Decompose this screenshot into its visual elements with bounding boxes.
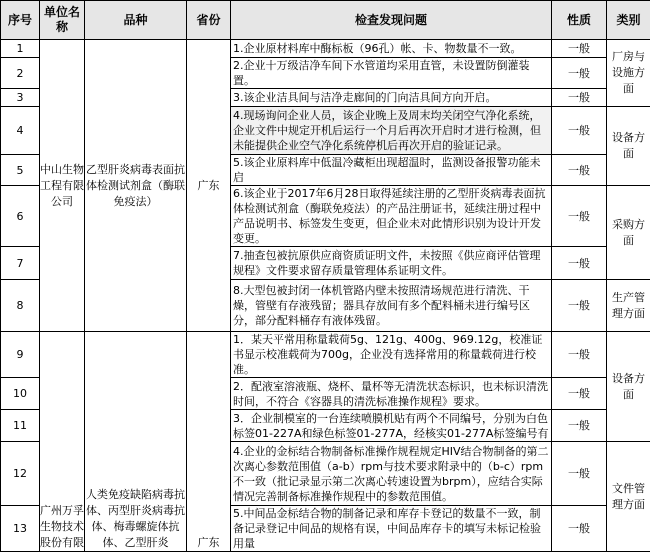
nature-cell: 一般 [552,40,607,58]
product-name: 人类免疫缺陷病毒抗体、丙型肝炎病毒抗体、梅毒螺旋体抗体、乙型肝炎 [85,332,187,552]
province: 广东 [187,40,231,332]
problem-text: 1．某天平常用称量载荷5g、121g、400g、969.12g，校准证书显示校准载荷为700g，企业没有选择常用的称量载荷进行校准。 [231,332,552,378]
nature-cell: 一般 [552,410,607,442]
problem-text: 2．配液室溶液瓶、烧杯、量杯等无清洗状态标识，也未标识清洗时间，不符合《容器具的清洗标准操作规程》要求。 [231,378,552,410]
table-row [1,40,650,58]
nature-cell: 一般 [552,442,607,506]
row-number: 11 [1,410,40,442]
row-number: 5 [1,155,40,186]
row-number: 1 [1,40,40,58]
row-number: 9 [1,332,40,378]
product-name: 乙型肝炎病毒表面抗体检测试剂盒（酶联免疫法） [85,40,187,332]
row-number: 8 [1,280,40,332]
row-number: 2 [1,58,40,89]
header-cell-nature: 性质 [552,1,607,40]
header-cell-category: 类别 [607,1,650,40]
nature-cell: 一般 [552,107,607,155]
category-cell: 厂房与设施方面 [607,40,650,107]
category-cell: 设备方面 [607,332,650,442]
category-cell: 文件管理方面 [607,442,650,552]
row-number: 13 [1,506,40,552]
row-number: 10 [1,378,40,410]
category-cell: 采购方面 [607,186,650,280]
problem-text: 7.抽查包被抗原供应商资质证明文件，未按照《供应商评估管理规程》文件要求留存质量管理体系证明文件。 [231,247,552,280]
category-cell: 生产管理方面 [607,280,650,332]
nature-cell: 一般 [552,155,607,186]
problem-text: 3.该企业洁具间与洁净走廊间的门向洁具间方向开启。 [231,89,552,107]
nature-cell: 一般 [552,247,607,280]
header-cell-company: 单位名称 [40,1,85,40]
nature-cell: 一般 [552,506,607,552]
problem-text: 2.企业十万级洁净车间下水管道均采用直管，未设置防倒灌装置。 [231,58,552,89]
problem-text: 4.企业的金标结合物制备标准操作规程规定HIV结合物制备的第二次离心参数范围值（a-b）rpm与技术要求附录中的（b-c）rpm不一致（批记录显示第二次离心转速设置为brpm），应结合实际情况完善制备标准操作规程中的参数范围值。 [231,442,552,506]
problem-text: 4.现场询问企业人员，该企业晚上及周末均关闭空气净化系统，企业文件中规定开机后运行一个月后再次开启时才进行检测，但未能提供企业空气净化系统停机后再次开启的验证记录。 [231,107,552,155]
category-cell: 设备方面 [607,107,650,186]
header-cell-product: 品种 [85,1,187,40]
nature-cell: 一般 [552,89,607,107]
company-name: 广州万孚生物技术股份有限 [40,332,85,552]
header-cell-province: 省份 [187,1,231,40]
header-row [1,1,650,40]
problem-text: 1.企业原材料库中酶标板（96孔）帐、卡、物数量不一致。 [231,40,552,58]
problem-text: 3．企业制模室的一台连续喷膜机贴有两个不同编号，分别为白色标签01-227A和绿色标签01-277A，经核实01-277A标签编号有 [231,410,552,442]
company-name: 中山生物工程有限公司 [40,40,85,332]
nature-cell: 一般 [552,186,607,247]
problem-text: 5.中间品金标结合物的制备记录和库存卡登记的数量不一致，制备记录登记中间品的规格有误，中间品库存卡的填写未标记检验用量 [231,506,552,552]
row-number: 3 [1,89,40,107]
row-number: 7 [1,247,40,280]
header-cell-no: 序号 [1,1,40,40]
nature-cell: 一般 [552,378,607,410]
table-row [1,332,650,378]
nature-cell: 一般 [552,332,607,378]
problem-text: 8.大型包被封闭一体机管路内壁未按照清场规范进行清洗、干燥，管壁有存液残留；器具存放间有多个配料桶未进行编号区分，部分配料桶存有液体残留。 [231,280,552,332]
header-cell-problem: 检查发现问题 [231,1,552,40]
row-number: 12 [1,442,40,506]
province: 广东 [187,332,231,552]
nature-cell: 一般 [552,58,607,89]
row-number: 6 [1,186,40,247]
problem-text: 5.该企业原料库中低温冷藏柜出现超温时，监测设备报警功能未启 [231,155,552,186]
problem-text: 6.该企业于2017年6月28日取得延续注册的乙型肝炎病毒表面抗体检测试剂盒（酶联免疫法）的产品注册证书，延续注册过程中产品说明书、标签发生变更，但企业未对此情形识别为设计开发变更。 [231,186,552,247]
row-number: 4 [1,107,40,155]
nature-cell: 一般 [552,280,607,332]
